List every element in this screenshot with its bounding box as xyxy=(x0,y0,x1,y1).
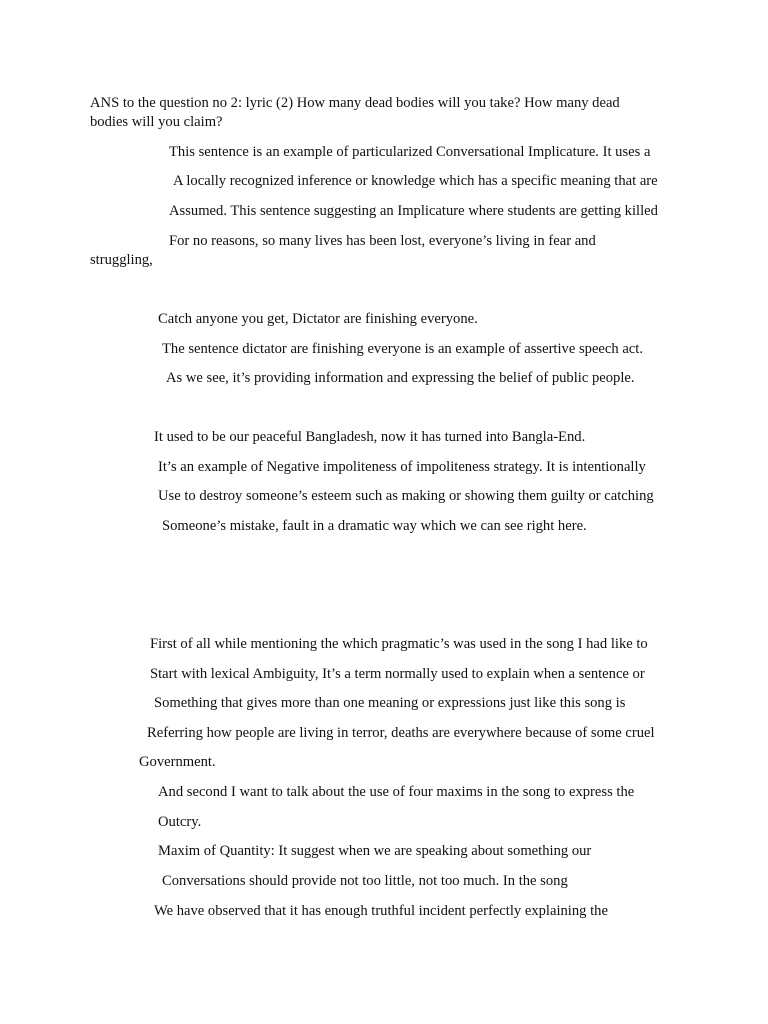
paragraph-line: struggling, xyxy=(90,252,153,268)
paragraph-line: And second I want to talk about the use of four maxims in the song to express the xyxy=(158,784,635,800)
paragraph-line: The sentence dictator are finishing everyone is an example of assertive speech act. xyxy=(162,341,643,357)
paragraph-line: It used to be our peaceful Bangladesh, now it has turned into Bangla-End. xyxy=(154,429,586,445)
paragraph-line: For no reasons, so many lives has been lost, everyone’s living in fear and xyxy=(169,233,596,249)
answer-heading-line-2: bodies will you claim? xyxy=(90,114,223,130)
paragraph-line: A locally recognized inference or knowledge which has a specific meaning that are xyxy=(173,173,658,189)
paragraph-line: Someone’s mistake, fault in a dramatic way which we can see right here. xyxy=(162,518,587,534)
paragraph-line: Government. xyxy=(139,754,216,770)
paragraph-line: It’s an example of Negative impoliteness of impoliteness strategy. It is intentionally xyxy=(158,459,646,475)
paragraph-line: Assumed. This sentence suggesting an Implicature where students are getting killed xyxy=(169,203,658,219)
answer-heading-line-1: ANS to the question no 2: lyric (2) How many dead bodies will you take? How many dead xyxy=(90,95,620,111)
paragraph-line: Referring how people are living in terror, deaths are everywhere because of some cruel xyxy=(147,725,655,741)
paragraph-line: Use to destroy someone’s esteem such as making or showing them guilty or catching xyxy=(158,488,654,504)
paragraph-line: As we see, it’s providing information and expressing the belief of public people. xyxy=(166,370,635,386)
paragraph-line: Something that gives more than one meaning or expressions just like this song is xyxy=(154,695,626,711)
paragraph-line: We have observed that it has enough truthful incident perfectly explaining the xyxy=(154,903,608,919)
paragraph-line: Start with lexical Ambiguity, It’s a term normally used to explain when a sentence or xyxy=(150,666,645,682)
paragraph-line: Outcry. xyxy=(158,814,202,830)
paragraph-line: Conversations should provide not too little, not too much. In the song xyxy=(162,873,568,889)
paragraph-line: Catch anyone you get, Dictator are finishing everyone. xyxy=(158,311,478,327)
paragraph-line: Maxim of Quantity: It suggest when we are speaking about something our xyxy=(158,843,592,859)
paragraph-line: This sentence is an example of particularized Conversational Implicature. It uses a xyxy=(169,144,651,160)
paragraph-line: First of all while mentioning the which pragmatic’s was used in the song I had like to xyxy=(150,636,648,652)
